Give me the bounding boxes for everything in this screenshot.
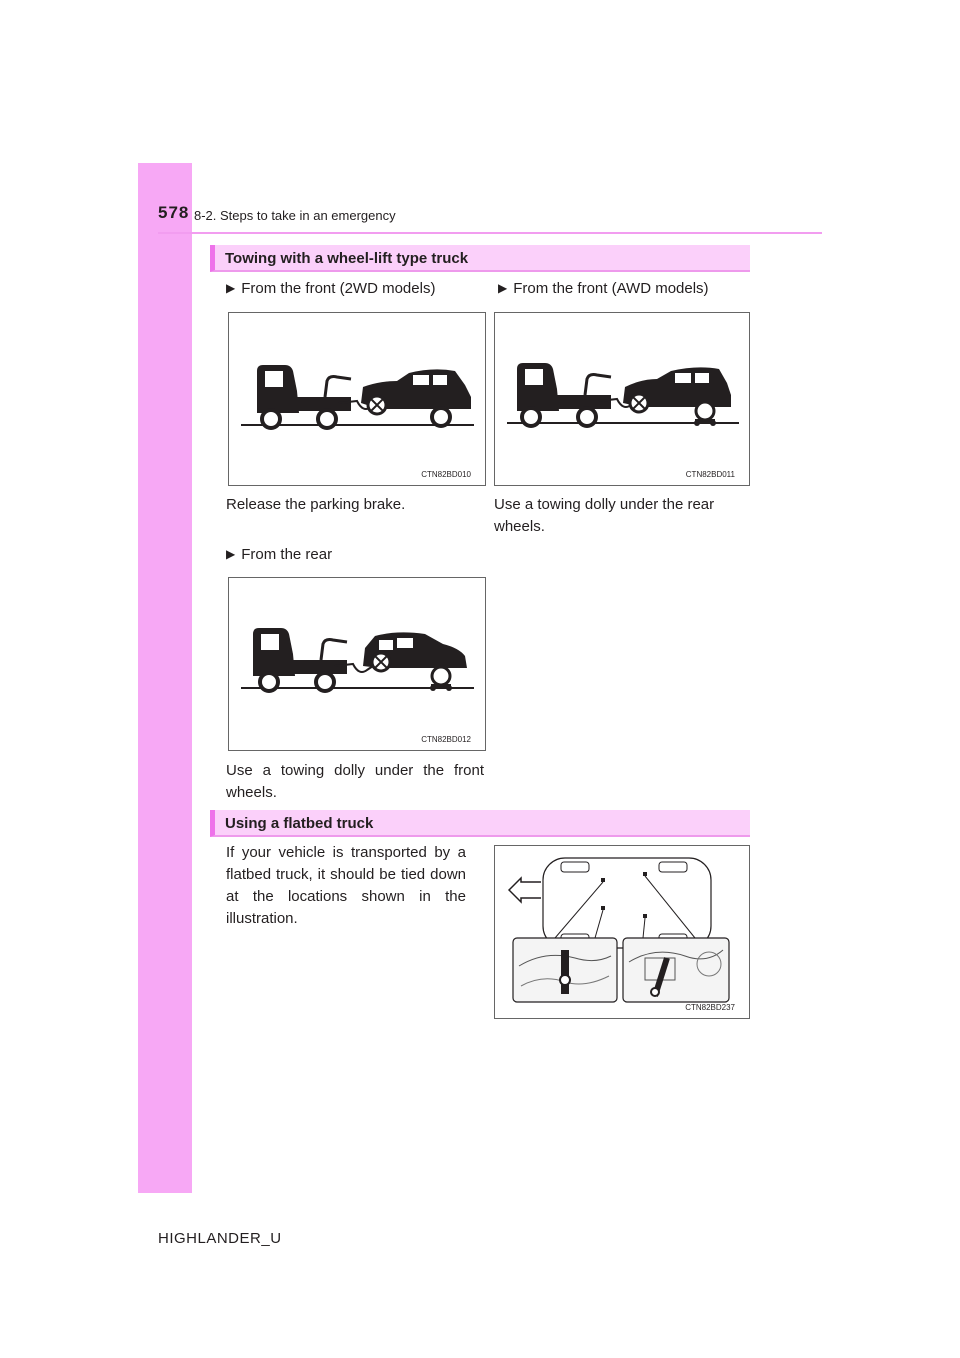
footer-model-code: HIGHLANDER_U — [158, 1230, 282, 1247]
chapter-tab-sidebar — [138, 163, 192, 1193]
section-title: Using a flatbed truck — [225, 815, 374, 832]
tow-truck-dolly-illustration — [495, 313, 749, 485]
subheading-front-2wd: ▶ From the front (2WD models) — [226, 280, 436, 297]
caption-rear: Use a towing dolly under the front wheels. — [226, 762, 484, 801]
chapter-title: 8-2. Steps to take in an emergency — [194, 208, 396, 223]
tie-down-diagram — [495, 846, 749, 1018]
figure-code: CTN82BD010 — [421, 470, 471, 479]
triangle-bullet-icon: ▶ — [226, 281, 236, 295]
figure-tow-rear — [228, 577, 486, 751]
subheading-rear: ▶ From the rear — [226, 546, 333, 563]
figure-code: CTN82BD011 — [685, 470, 735, 479]
section-heading-wheel-lift — [210, 245, 750, 272]
figure-code: CTN82BD237 — [685, 1003, 735, 1012]
figure-tow-front-2wd — [228, 312, 486, 486]
triangle-bullet-icon: ▶ — [226, 547, 236, 561]
flatbed-instructions: If your vehicle is transported by a flatbed truck, it should be tied down at the locations shown in the illustration. — [226, 844, 466, 927]
header-rule — [158, 232, 822, 234]
page-number: 578 — [158, 203, 190, 222]
section-title: Towing with a wheel-lift type truck — [225, 250, 469, 267]
tow-truck-rear-illustration — [229, 578, 485, 750]
caption-front-awd: Use a towing dolly under the rear wheels. — [494, 496, 715, 535]
triangle-bullet-icon: ▶ — [498, 281, 508, 295]
figure-code: CTN82BD012 — [421, 735, 471, 744]
caption-front-2wd: Release the parking brake. — [226, 496, 406, 513]
figure-tie-down-locations — [494, 845, 750, 1019]
tow-truck-illustration — [229, 313, 485, 485]
section-heading-flatbed — [210, 810, 750, 837]
figure-tow-front-awd — [494, 312, 750, 486]
subheading-front-awd: ▶ From the front (AWD models) — [498, 280, 709, 297]
